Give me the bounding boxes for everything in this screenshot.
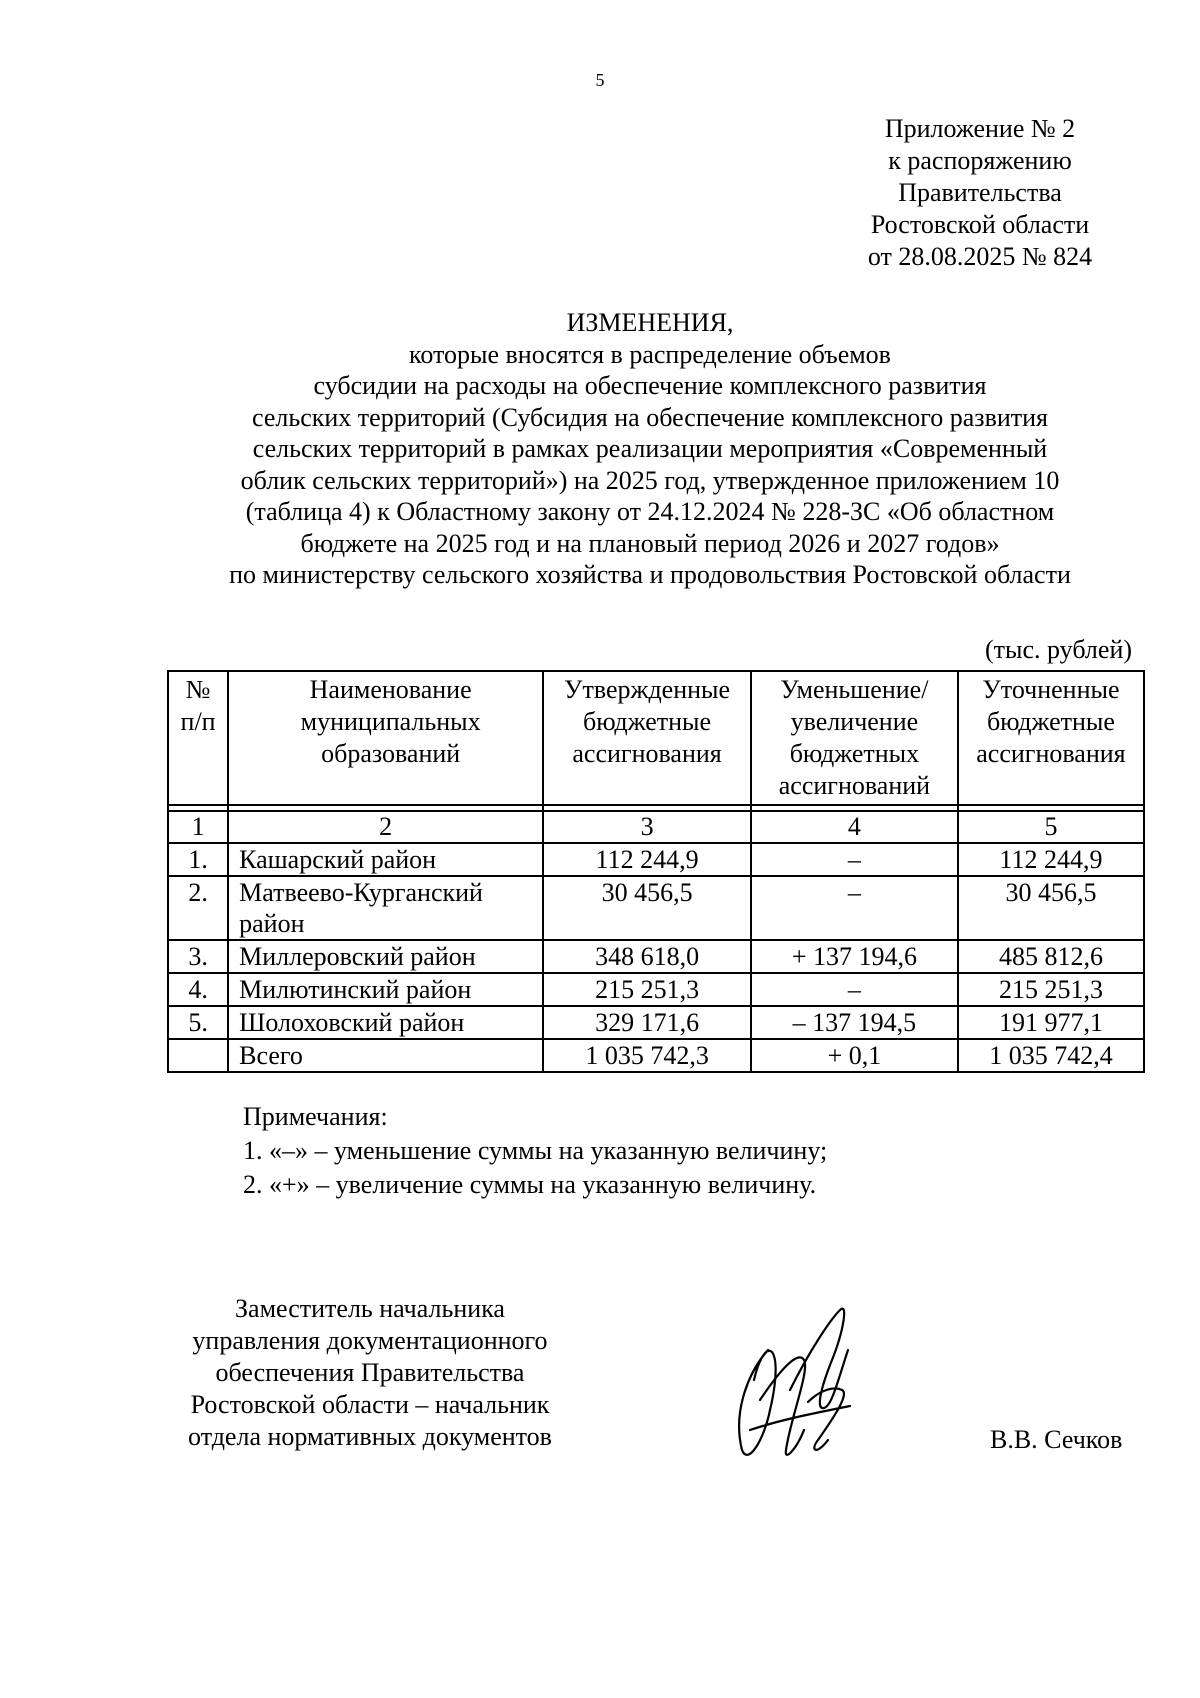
column-number: 5: [958, 811, 1144, 843]
title-line: бюджете на 2025 год и на плановый период 2026 и 2027 годов»: [300, 528, 1000, 558]
signer-title-line: управления документационного: [192, 1326, 548, 1355]
annex-line: от 28.08.2025 № 824: [867, 242, 1093, 271]
table-row: [168, 940, 1144, 973]
row-name: Кашарский район: [228, 843, 543, 876]
header-text: муниципальных: [300, 707, 481, 736]
row-approved: 348 618,0: [543, 940, 751, 973]
signature-stroke: [808, 1389, 844, 1450]
header-text: Уточненные: [982, 675, 1120, 704]
title-line: по министерству сельского хозяйства и продовольствия Ростовской области: [229, 560, 1071, 589]
column-number: 2: [228, 811, 543, 843]
row-name: Миллеровский район: [228, 940, 543, 973]
row-refined: 191 977,1: [958, 1006, 1144, 1039]
annex-header: [830, 113, 1130, 273]
signature-stroke: [739, 1350, 775, 1455]
table-row: [168, 876, 1144, 940]
notes: [243, 1100, 827, 1202]
row-num: 2.: [168, 876, 228, 940]
header-text: Утвержденные: [564, 675, 731, 704]
row-num: 3.: [168, 940, 228, 973]
signer-title-line: обеспечения Правительства: [215, 1358, 525, 1387]
row-refined: 30 456,5: [958, 876, 1144, 940]
header-text: бюджетные: [986, 707, 1115, 736]
row-approved: 215 251,3: [543, 973, 751, 1006]
row-name: Матвеево-Курганский район: [228, 876, 543, 940]
row-change: –: [751, 843, 958, 876]
row-refined: 112 244,9: [958, 843, 1144, 876]
header-text: Наименование: [309, 675, 472, 704]
document-title: [100, 307, 1200, 591]
signer-title-line: отдела нормативных документов: [188, 1422, 552, 1451]
header-refined: [958, 671, 1144, 805]
note-item: 2. «+» – увеличение суммы на указанную величину.: [243, 1170, 817, 1199]
title-heading: ИЗМЕНЕНИЯ,: [566, 308, 734, 337]
table-header-row: [168, 671, 1144, 805]
header-text: п/п: [180, 707, 216, 736]
annex-line: к распоряжению: [888, 146, 1072, 175]
total-refined: 1 035 742,4: [958, 1039, 1144, 1072]
row-num: 5.: [168, 1006, 228, 1039]
notes-title: Примечания:: [243, 1102, 388, 1131]
column-number: 1: [168, 811, 228, 843]
table-total-row: [168, 1039, 1144, 1072]
header-approved: [543, 671, 751, 805]
header-text: бюджетных: [789, 739, 920, 768]
row-change: –: [751, 876, 958, 940]
header-text: №: [185, 675, 211, 704]
allocation-table: [167, 670, 1145, 1073]
header-num: [168, 671, 228, 805]
header-text: Уменьшение/: [780, 675, 929, 704]
column-number: 4: [751, 811, 958, 843]
header-text: образований: [321, 739, 461, 768]
column-numbers-row: [168, 811, 1144, 843]
column-number: 3: [543, 811, 751, 843]
note-item: 1. «–» – уменьшение суммы на указанную величину;: [243, 1136, 828, 1165]
row-refined: 215 251,3: [958, 973, 1144, 1006]
header-text: ассигнования: [976, 739, 1126, 768]
total-label: Всего: [228, 1039, 543, 1072]
signer-title-line: Ростовской области – начальник: [190, 1390, 550, 1419]
title-line: которые вносятся в распределение объемов: [409, 339, 891, 369]
header-text: ассигнования: [572, 739, 722, 768]
row-approved: 112 244,9: [543, 843, 751, 876]
row-change: – 137 194,5: [751, 1006, 958, 1039]
row-name: Шолоховский район: [228, 1006, 543, 1039]
table-row: [168, 973, 1144, 1006]
title-line: сельских территорий в рамках реализации мероприятия «Современный: [252, 434, 1048, 463]
row-num: 1.: [168, 843, 228, 876]
signer-title-line: Заместитель начальника: [235, 1294, 505, 1323]
total-change: + 0,1: [751, 1039, 958, 1072]
row-refined: 485 812,6: [958, 940, 1144, 973]
total-num: [168, 1039, 228, 1072]
title-line: субсидии на расходы на обеспечение комплексного развития: [313, 371, 987, 400]
row-num: 4.: [168, 973, 228, 1006]
title-line: облик сельских территорий») на 2025 год, утвержденное приложением 10: [240, 465, 1060, 495]
header-change: [751, 671, 958, 805]
units-label: (тыс. рублей): [985, 635, 1133, 664]
table-row: [168, 1006, 1144, 1039]
annex-line: Правительства: [898, 178, 1062, 207]
row-change: + 137 194,6: [751, 940, 958, 973]
signature-stroke: [750, 1406, 850, 1430]
title-line: сельских территорий (Субсидия на обеспечение комплексного развития: [251, 402, 1049, 432]
row-name: Милютинский район: [228, 973, 543, 1006]
total-approved: 1 035 742,3: [543, 1039, 751, 1072]
row-approved: 329 171,6: [543, 1006, 751, 1039]
row-change: –: [751, 973, 958, 1006]
title-line: (таблица 4) к Областному закону от 24.12.2024 № 228-ЗС «Об областном: [245, 497, 1055, 526]
annex-line: Ростовской области: [870, 210, 1090, 239]
table-row: [168, 843, 1144, 876]
signer-title: [160, 1293, 580, 1453]
annex-line: Приложение № 2: [884, 114, 1076, 143]
signer-name: В.В. Сечков: [990, 1425, 1123, 1454]
header-text: ассигнований: [778, 771, 931, 800]
header-name: [228, 671, 543, 805]
header-text: бюджетные: [583, 707, 712, 736]
row-approved: 30 456,5: [543, 876, 751, 940]
page-number: 5: [595, 70, 605, 90]
header-text: увеличение: [790, 707, 919, 736]
handwritten-signature: [720, 1290, 870, 1470]
